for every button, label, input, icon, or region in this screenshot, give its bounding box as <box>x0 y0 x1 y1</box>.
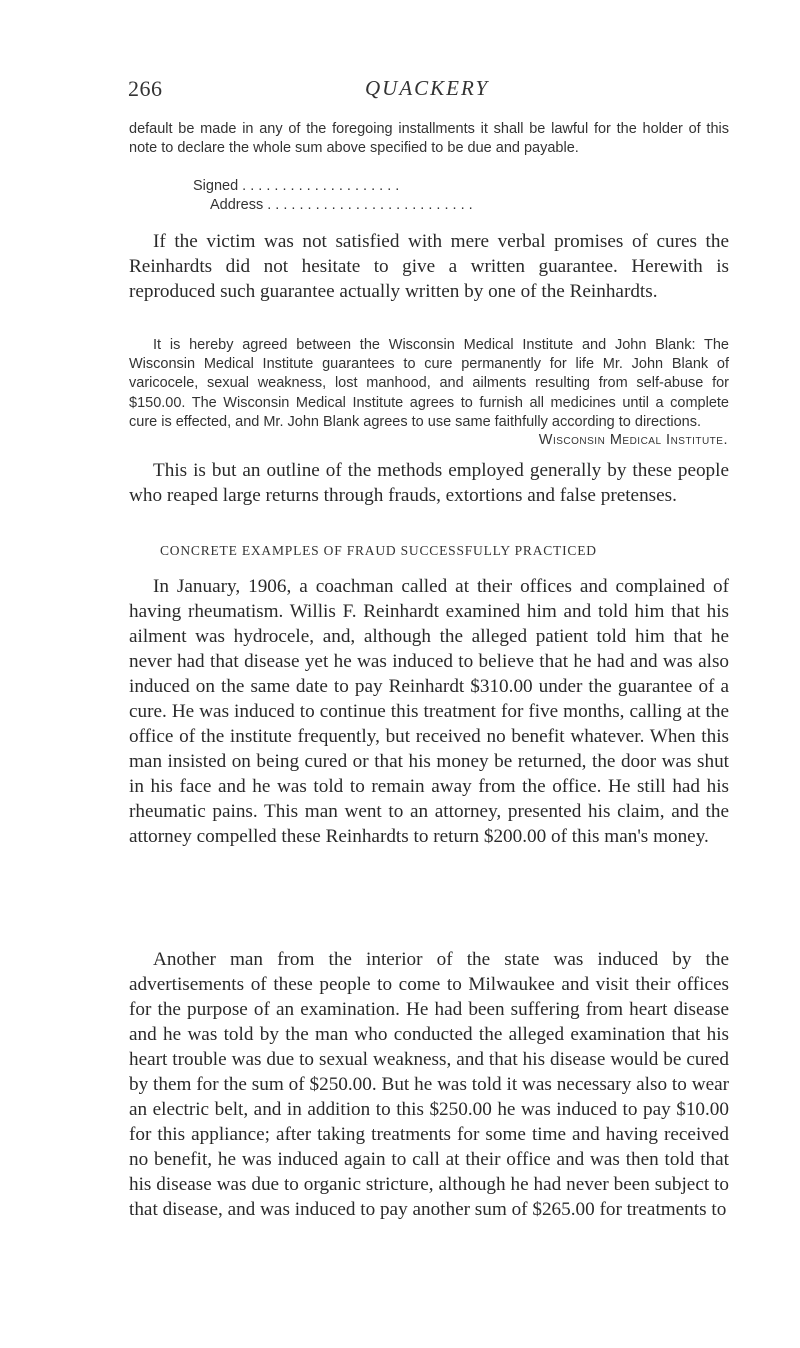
paragraph-interior-man <box>129 947 729 1222</box>
paragraph-text: Another man from the interior of the state was induced by the advertisements of these people to come to Milwaukee and visit their offices for the purpose of an examination. He had been suffering from heart disease and he was told by the man who conducted the alleged examination that his heart trouble was due to sexual weakness, and that his disease would be cured by them for the sum of $250.00. But he was told it was necessary also to wear an electric belt, and in addition to this $250.00 he was induced to pay $10.00 for this appliance; after taking treatments for some time and having received no benefit, he was induced again to call at their office and was then told that his disease was due to organic stricture, although he had never been subject to that disease, and was induced to pay another sum of $265.00 for treatments to <box>129 949 729 1220</box>
guarantee-text-block <box>129 336 729 432</box>
page-number: 266 <box>128 76 163 101</box>
paragraph-text: If the victim was not satisfied with mere verbal promises of cures the Reinhardts did not hesitate to give a written guarantee. Herewith is reproduced such guarantee actually written by one of the Reinhardts. <box>129 231 729 302</box>
paragraph-coachman <box>129 574 729 849</box>
address-line: Address . . . . . . . . . . . . . . . . . . . . . . . . . . <box>210 197 473 213</box>
guarantee-signature: Wisconsin Medical Institute. <box>538 432 728 448</box>
signed-line: Signed . . . . . . . . . . . . . . . . . . . . <box>193 178 400 194</box>
note-excerpt-text: default be made in any of the foregoing installments it shall be lawful for the holder of this note to declare the whole sum above specified to be due and payable. <box>129 121 729 157</box>
paragraph-victim-guarantee <box>129 229 729 304</box>
running-title: QUACKERY <box>365 76 490 100</box>
paragraph-text: This is but an outline of the methods employed generally by these people who reaped large returns through frauds, extortions and false pretenses. <box>129 460 729 506</box>
guarantee-text: It is hereby agreed between the Wisconsin Medical Institute and John Blank: The Wisconsin Medical Institute guarantees to cure permanently for life Mr. John Blank of varicocele, sexual weakness, lost manhood, and ailments resulting from self-abuse for $150.00. The Wisconsin Medical Institute agrees to furnish all medicines until a complete cure is effected, and Mr. John Blank agrees to use same faithfully according to directions. <box>129 337 729 430</box>
section-heading: CONCRETE EXAMPLES OF FRAUD SUCCESSFULLY PRACTICED <box>160 543 597 558</box>
note-excerpt <box>129 120 729 158</box>
paragraph-outline <box>129 458 729 508</box>
paragraph-text: In January, 1906, a coachman called at their offices and complained of having rheumatism. Willis F. Reinhardt examined him and told him that his ailment was hydrocele, and, although the alleged patient told him that he never had that disease yet he was induced to believe that he had and was also induced on the same date to pay Reinhardt $310.00 under the guarantee of a cure. He was induced to continue this treatment for five months, calling at the office of the institute frequently, but received no benefit whatever. When this man insisted on being cured or that his money be returned, the door was shut in his face and he was told to remain away from the office. He still had his rheumatic pains. This man went to an attorney, presented his claim, and the attorney compelled these Reinhardts to return $200.00 of this man's money. <box>129 576 729 847</box>
